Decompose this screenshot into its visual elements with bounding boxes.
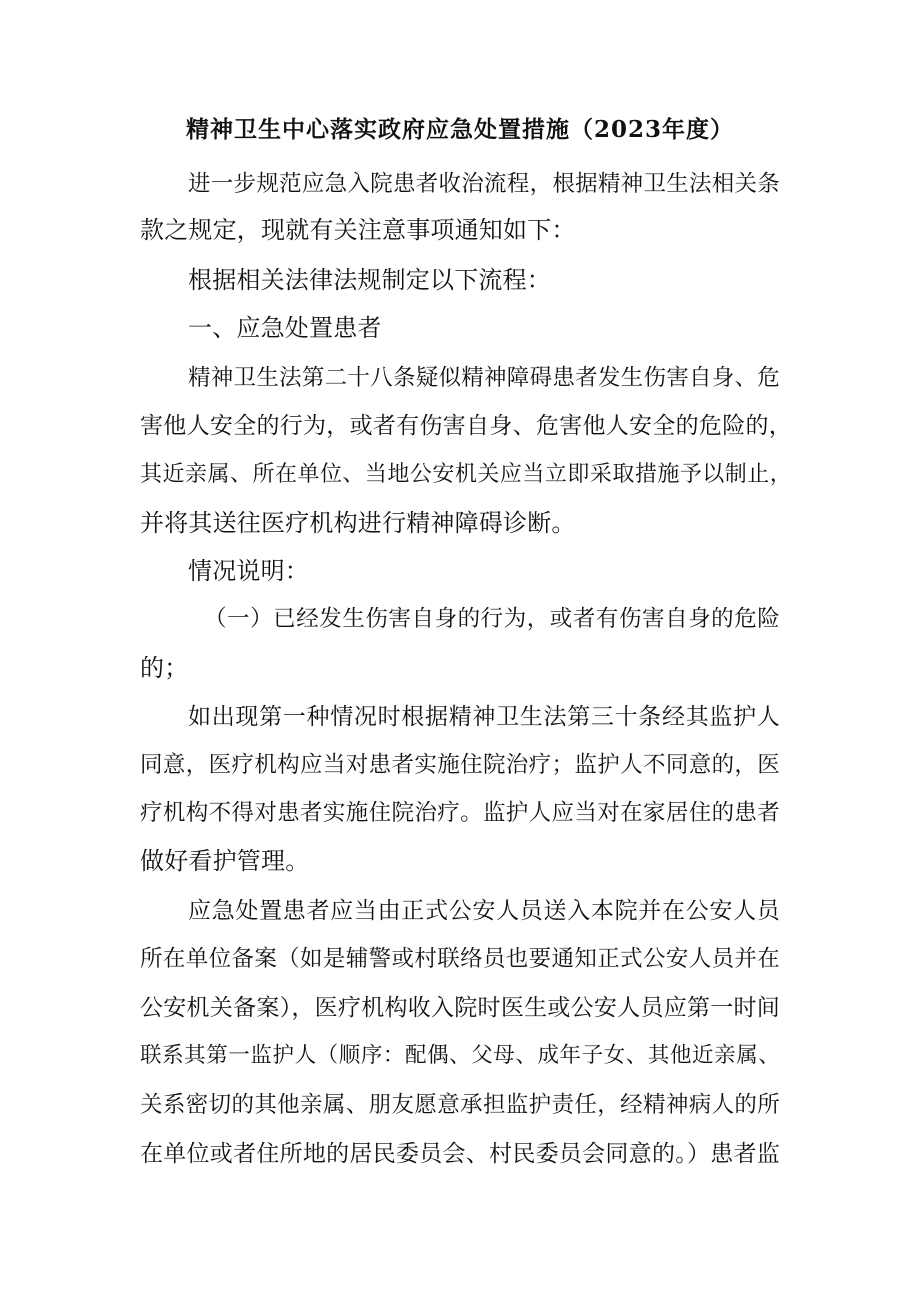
section-heading: 一、应急处置患者 (188, 314, 382, 342)
list-item-line: 的； (140, 654, 189, 682)
paragraph-line: 如出现第一种情况时根据精神卫生法第三十条经其监护人 (188, 704, 780, 730)
paragraph-line: 并将其送往医疗机构进行精神障碍诊断。 (140, 509, 576, 537)
paragraph-line: 在单位或者住所地的居民委员会、村民委员会同意的。）患者监 (140, 1141, 780, 1167)
paragraph-line: 进一步规范应急入院患者收治流程，根据精神卫生法相关条 (188, 171, 780, 197)
list-item-line: （一）已经发生伤害自身的行为，或者有伤害自身的危险 (204, 606, 780, 632)
paragraph-line: 同意，医疗机构应当对患者实施住院治疗；监护人不同意的，医 (140, 752, 780, 778)
document-title: 精神卫生中心落实政府应急处置措施（2023年度） (185, 116, 734, 143)
paragraph-line: 精神卫生法第二十八条疑似精神障碍患者发生伤害自身、危 (188, 365, 780, 391)
paragraph-line: 应急处置患者应当由正式公安人员送入本院并在公安人员 (188, 898, 780, 924)
paragraph-line: 情况说明： (188, 557, 309, 585)
paragraph-line: 做好看护管理。 (140, 847, 310, 875)
paragraph-line: 公安机关备案），医疗机构收入院时医生或公安人员应第一时间 (140, 995, 780, 1021)
paragraph-line: 联系其第一监护人（顺序：配偶、父母、成年子女、其他近亲属、 (140, 1043, 780, 1068)
paragraph-line: 款之规定，现就有关注意事项通知如下： (140, 216, 576, 244)
paragraph-line: 疗机构不得对患者实施住院治疗。监护人应当对在家居住的患者 (140, 800, 780, 826)
paragraph-line: 其近亲属、所在单位、当地公安机关应当立即采取措施予以制止， (140, 462, 792, 487)
paragraph-line: 关系密切的其他亲属、朋友愿意承担监护责任，经精神病人的所 (140, 1092, 780, 1118)
paragraph-line: 所在单位备案（如是辅警或村联络员也要通知正式公安人员并在 (140, 946, 780, 972)
paragraph-line: 害他人安全的行为，或者有伤害自身、危害他人安全的危险的， (140, 413, 792, 439)
paragraph-line: 根据相关法律法规制定以下流程： (188, 266, 551, 294)
